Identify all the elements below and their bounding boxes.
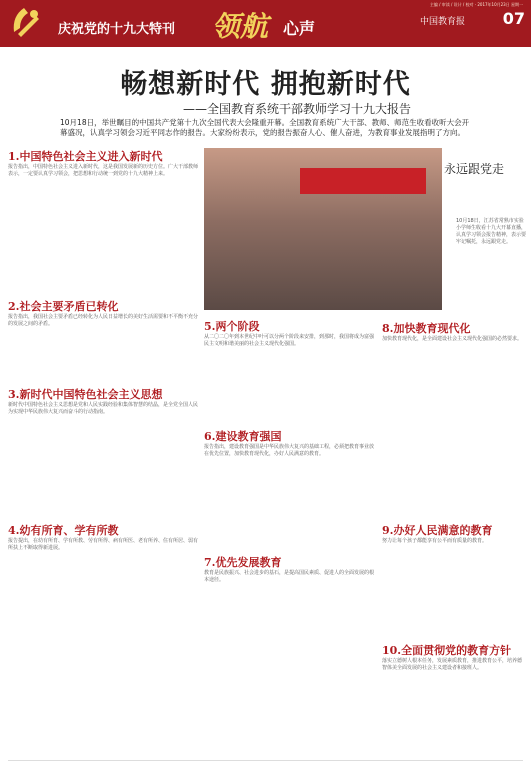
section-title: 8.加快教育现代化 [382,322,471,335]
section-9 [382,522,524,636]
page-number: 07 [502,9,525,28]
section-title: 4.幼有所育、学有所教 [8,524,119,537]
section-2 [8,298,198,378]
section-title: 7.优先发展教育 [204,556,282,569]
main-headline: 畅想新时代 拥抱新时代 [120,69,411,100]
lead-paragraph: 10月18日，举世瞩目的中国共产党第十九次全国代表大会隆重开幕。全国教育系统广大干部、教师、师范生收看收听大会开幕盛况，认真学习领会习近平同志作的报告。大家纷纷表示，党的报告振奋人心、催人奋进，为教育事业发展指明了方向。 [60,118,470,137]
section-body: 努力让每个孩子都能享有公平而有质量的教育。 [382,538,488,544]
section-5 [204,318,376,416]
section-body: 教育是民族振兴、社会进步的基石，是提高国民素质、促进人的全面发展的根本途径。 [204,570,375,583]
section-title: 9.办好人民满意的教育 [382,524,493,537]
section-6 [204,428,376,548]
section-3 [8,386,198,514]
section-body: 报告提出，在幼有所育、学有所教、劳有所得、病有所医、老有所养、住有所居、弱有所扶上不断取得新进展。 [8,538,198,551]
section-title: 5.两个阶段 [204,320,260,333]
section-7 [204,554,376,752]
photo-caption: 永远跟党走 [444,162,505,176]
section-body: 报告指出，建设教育强国是中华民族伟大复兴的基础工程，必须把教育事业放在优先位置，加快教育现代化，办好人民满意的教育。 [204,444,375,457]
section-body: 落实立德树人根本任务，发展素质教育，推进教育公平，培养德智体美全面发展的社会主义建设者和接班人。 [382,658,523,671]
party-emblem-icon [8,4,42,40]
section-8 [382,320,524,516]
section-body: 新时代中国特色社会主义思想是党和人民实践经验和集体智慧的结晶，是全党全国人民为实现中华民族伟大复兴而奋斗的行动指南。 [8,402,198,415]
masthead [0,0,531,47]
divider [8,760,523,761]
section-body: 加快教育现代化，是全面建设社会主义现代化强国的必然要求。 [382,336,523,342]
section-title: 3.新时代中国特色社会主义思想 [8,388,163,401]
section-title: 1.中国特色社会主义进入新时代 [8,150,163,163]
sub-headline: ——全国教育系统干部教师学习十九大报告 [182,102,411,116]
section-1 [8,148,198,290]
section-body: 报告指出，中国特色社会主义进入新时代，这是我国发展新的历史方位。广大干部教师表示，一定要认真学习领会，把思想和行动统一到党的十九大精神上来。 [8,164,198,177]
section-10 [382,642,524,752]
section-title: 6.建设教育强国 [204,430,282,443]
newspaper-name: 中国教育报 [420,17,466,27]
special-issue-title: 庆祝党的十九大特刊 [58,22,176,37]
photo-students-cheering [204,148,442,310]
section-title: 2.社会主要矛盾已转化 [8,300,119,313]
section-4 [8,522,198,752]
section-body: 从二〇二〇年到本世纪中叶可以分两个阶段来安排，到那时，我国将成为富强民主文明和谐美丽的社会主义现代化强国。 [204,334,375,347]
photo-description: 10月18日，江苏省常熟市实验小学师生收看十九大开幕直播，认真学习领会报告精神，表示要牢记嘱托，永远跟党走。 [456,218,527,245]
section-title: 10.全面贯彻党的教育方针 [382,644,512,657]
page-meta: 主编 / 审读 / 设计 / 校对 · 2017年10月23日 星期一 [429,2,523,7]
brand-title: 领航 [212,10,269,43]
photo-banner [300,168,426,194]
column-title: 心声 [283,19,316,38]
section-body: 报告指出，我国社会主要矛盾已经转化为人民日益增长的美好生活需要和不平衡不充分的发展之间的矛盾。 [8,314,198,327]
